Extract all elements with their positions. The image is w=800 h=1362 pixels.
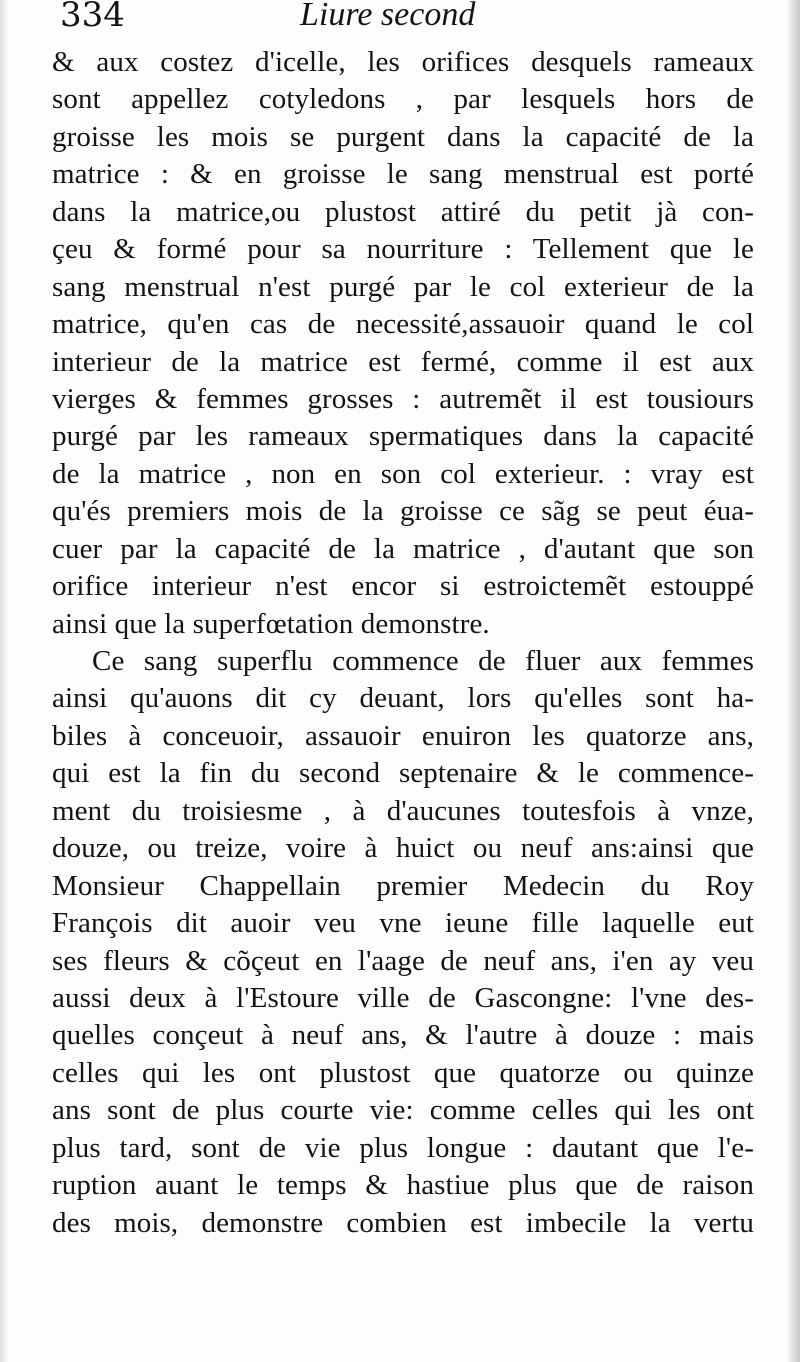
text-line: ruption auant le temps & hastiue plus que de raison [52, 1169, 754, 1202]
text-line: Monsieur Chappellain premier Medecin du Roy [52, 869, 754, 902]
page-gutter-shadow [0, 0, 8, 1362]
text-line: cuer par la capacité de la matrice , d'autant que son [52, 532, 754, 565]
text-line: quelles conçeut à neuf ans, & l'autre à douze : mais [52, 1019, 754, 1052]
page-number: 334 [60, 0, 125, 35]
text-line: ainsi qu'auons dit cy deuant, lors qu'elles sont ha- [52, 682, 754, 715]
text-line: vierges & femmes grosses : autremẽt il est tousiours [52, 382, 754, 415]
text-line: qui est la fin du second septenaire & le commence- [52, 757, 754, 790]
text-line: interieur de la matrice est fermé, comme il est aux [52, 345, 754, 378]
running-title: Liure second [300, 0, 476, 33]
text-line: Ce sang superflu commence de fluer aux femmes [92, 645, 754, 677]
text-line: ainsi que la superfœtation demonstre. [52, 607, 490, 640]
text-line: douze, ou treize, voire à huict ou neuf ans:ainsi que [52, 832, 754, 865]
text-line: sang menstrual n'est purgé par le col exterieur de la [52, 270, 754, 303]
text-line: plus tard, sont de vie plus longue : dautant que l'e- [52, 1131, 754, 1164]
text-line: dans la matrice,ou plustost attiré du petit jà con- [52, 195, 754, 228]
text-line: matrice : & en groisse le sang menstrual est porté [52, 158, 754, 191]
page-edge-shadow [786, 0, 800, 1362]
text-line: ses fleurs & cõçeut en l'aage de neuf ans, i'en ay veu [52, 944, 754, 977]
body-text [52, 44, 754, 1242]
text-line: sont appellez cotyledons , par lesquels hors de [52, 83, 754, 116]
text-line: groisse les mois se purgent dans la capacité de la [52, 120, 754, 153]
text-line: de la matrice , non en son col exterieur. : vray est [52, 457, 754, 490]
text-line: celles qui les ont plustost que quatorze ou quinze [52, 1056, 754, 1089]
text-line: François dit auoir veu vne ieune fille laquelle eut [52, 907, 754, 940]
paragraph-2 [52, 643, 754, 1242]
text-line: qu'és premiers mois de la groisse ce sãg se peut éua- [52, 495, 754, 528]
text-line: biles à conceuoir, assauoir enuiron les quatorze ans, [52, 719, 754, 752]
text-line: çeu & formé pour sa nourriture : Tellement que le [52, 233, 754, 266]
text-line: matrice, qu'en cas de necessité,assauoir quand le col [52, 308, 754, 341]
text-line: ment du troisiesme , à d'aucunes toutesfois à vnze, [52, 794, 754, 827]
text-line: & aux costez d'icelle, les orifices desquels rameaux [52, 46, 754, 78]
text-line: purgé par les rameaux spermatiques dans la capacité [52, 420, 754, 453]
text-line: orifice interieur n'est encor si estroictemẽt estouppé [52, 570, 754, 603]
page-header [0, 0, 800, 38]
paragraph-1 [52, 44, 754, 643]
text-line: des mois, demonstre combien est imbecile la vertu [52, 1206, 754, 1239]
text-line: ans sont de plus courte vie: comme celles qui les ont [52, 1094, 754, 1127]
text-line: aussi deux à l'Estoure ville de Gascongne: l'vne des- [52, 981, 754, 1014]
